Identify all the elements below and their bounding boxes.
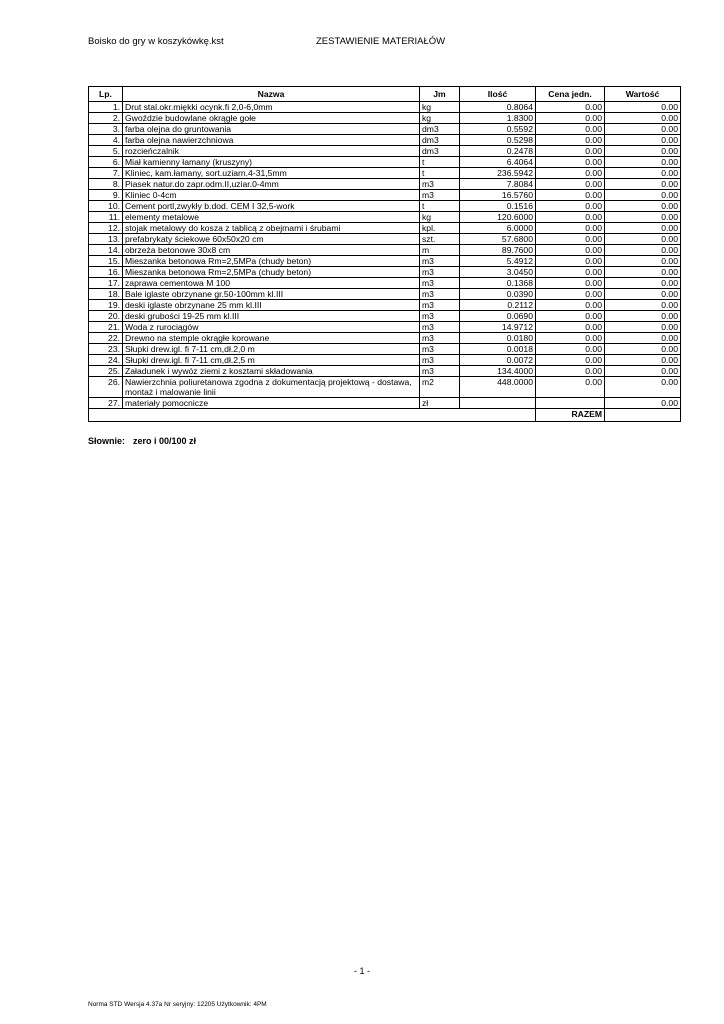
cell-ilosc: 16.5760 bbox=[460, 190, 536, 201]
cell-cena: 0.00 bbox=[536, 333, 605, 344]
cell-lp: 7. bbox=[89, 168, 123, 179]
cell-wartosc: 0.00 bbox=[605, 245, 681, 256]
cell-jm: m3 bbox=[420, 322, 460, 333]
cell-wartosc: 0.00 bbox=[605, 355, 681, 366]
cell-nazwa: Mieszanka betonowa Rm=2,5MPa (chudy beton) bbox=[123, 267, 420, 278]
cell-lp: 22. bbox=[89, 333, 123, 344]
cell-jm: m bbox=[420, 245, 460, 256]
cell-cena: 0.00 bbox=[536, 179, 605, 190]
table-row bbox=[89, 377, 681, 398]
table-row bbox=[89, 135, 681, 146]
cell-wartosc: 0.00 bbox=[605, 256, 681, 267]
column-header-lp: Lp. bbox=[89, 87, 123, 102]
cell-lp: 2. bbox=[89, 113, 123, 124]
cell-lp: 5. bbox=[89, 146, 123, 157]
materials-table bbox=[88, 86, 681, 422]
table-row bbox=[89, 157, 681, 168]
cell-jm: m3 bbox=[420, 278, 460, 289]
cell-cena: 0.00 bbox=[536, 102, 605, 113]
cell-jm: dm3 bbox=[420, 146, 460, 157]
cell-cena: 0.00 bbox=[536, 344, 605, 355]
cell-nazwa: rozcieńczalnik bbox=[123, 146, 420, 157]
cell-lp: 3. bbox=[89, 124, 123, 135]
cell-wartosc: 0.00 bbox=[605, 113, 681, 124]
cell-jm: m2 bbox=[420, 377, 460, 398]
cell-lp: 14. bbox=[89, 245, 123, 256]
cell-ilosc: 6.4064 bbox=[460, 157, 536, 168]
table-row bbox=[89, 256, 681, 267]
cell-lp: 11. bbox=[89, 212, 123, 223]
table-row bbox=[89, 113, 681, 124]
cell-ilosc: 3.0450 bbox=[460, 267, 536, 278]
cell-cena: 0.00 bbox=[536, 311, 605, 322]
cell-ilosc: 0.5592 bbox=[460, 124, 536, 135]
cell-cena: 0.00 bbox=[536, 168, 605, 179]
cell-lp: 1. bbox=[89, 102, 123, 113]
cell-nazwa: deski grubości 19-25 mm kl.III bbox=[123, 311, 420, 322]
table-row bbox=[89, 333, 681, 344]
cell-wartosc: 0.00 bbox=[605, 333, 681, 344]
cell-jm: dm3 bbox=[420, 124, 460, 135]
cell-nazwa: Drewno na stemple okrągłe korowane bbox=[123, 333, 420, 344]
cell-wartosc: 0.00 bbox=[605, 168, 681, 179]
cell-lp: 12. bbox=[89, 223, 123, 234]
cell-nazwa: Cement portl,zwykły b.dod. CEM I 32,5-work bbox=[123, 201, 420, 212]
cell-jm: m3 bbox=[420, 267, 460, 278]
cell-cena: 0.00 bbox=[536, 300, 605, 311]
cell-nazwa: obrzeża betonowe 30x8 cm bbox=[123, 245, 420, 256]
cell-lp: 16. bbox=[89, 267, 123, 278]
cell-nazwa: Nawierzchnia poliuretanowa zgodna z dokumentacją projektową - dostawa, montaż i malowanie linii bbox=[123, 377, 420, 398]
cell-nazwa: Bale iglaste obrzynane gr.50-100mm kl.III bbox=[123, 289, 420, 300]
cell-lp: 23. bbox=[89, 344, 123, 355]
cell-ilosc: 57.6800 bbox=[460, 234, 536, 245]
cell-cena bbox=[536, 398, 605, 409]
cell-wartosc: 0.00 bbox=[605, 377, 681, 398]
column-header-nazwa: Nazwa bbox=[123, 87, 420, 102]
cell-jm: kg bbox=[420, 212, 460, 223]
cell-nazwa: stojak metalowy do kosza z tablicą z obejmami i śrubami bbox=[123, 223, 420, 234]
cell-ilosc: 0.0390 bbox=[460, 289, 536, 300]
cell-cena: 0.00 bbox=[536, 289, 605, 300]
cell-nazwa: deski iglaste obrzynane 25 mm kl.III bbox=[123, 300, 420, 311]
cell-cena: 0.00 bbox=[536, 135, 605, 146]
cell-jm: m3 bbox=[420, 366, 460, 377]
cell-lp: 26. bbox=[89, 377, 123, 398]
cell-ilosc: 6.0000 bbox=[460, 223, 536, 234]
table-row bbox=[89, 322, 681, 333]
cell-jm: m3 bbox=[420, 256, 460, 267]
cell-wartosc: 0.00 bbox=[605, 344, 681, 355]
cell-wartosc: 0.00 bbox=[605, 300, 681, 311]
cell-nazwa: prefabrykaty ściekowe 60x50x20 cm bbox=[123, 234, 420, 245]
table-row bbox=[89, 355, 681, 366]
cell-lp: 18. bbox=[89, 289, 123, 300]
table-row bbox=[89, 146, 681, 157]
cell-wartosc: 0.00 bbox=[605, 157, 681, 168]
cell-ilosc bbox=[460, 398, 536, 409]
cell-cena: 0.00 bbox=[536, 113, 605, 124]
amount-in-words bbox=[88, 436, 196, 446]
total-value bbox=[605, 409, 681, 422]
cell-wartosc: 0.00 bbox=[605, 102, 681, 113]
table-row bbox=[89, 179, 681, 190]
cell-wartosc: 0.00 bbox=[605, 124, 681, 135]
cell-ilosc: 0.1516 bbox=[460, 201, 536, 212]
cell-lp: 27. bbox=[89, 398, 123, 409]
cell-nazwa: Miał kamienny łamany (kruszyny) bbox=[123, 157, 420, 168]
table-row bbox=[89, 398, 681, 409]
cell-lp: 4. bbox=[89, 135, 123, 146]
cell-lp: 17. bbox=[89, 278, 123, 289]
cell-wartosc: 0.00 bbox=[605, 289, 681, 300]
cell-ilosc: 0.0180 bbox=[460, 333, 536, 344]
cell-wartosc: 0.00 bbox=[605, 212, 681, 223]
cell-cena: 0.00 bbox=[536, 124, 605, 135]
cell-ilosc: 0.0072 bbox=[460, 355, 536, 366]
table-row bbox=[89, 267, 681, 278]
cell-lp: 13. bbox=[89, 234, 123, 245]
cell-ilosc: 0.5298 bbox=[460, 135, 536, 146]
cell-ilosc: 0.1368 bbox=[460, 278, 536, 289]
cell-lp: 19. bbox=[89, 300, 123, 311]
cell-jm: t bbox=[420, 201, 460, 212]
cell-wartosc: 0.00 bbox=[605, 179, 681, 190]
cell-cena: 0.00 bbox=[536, 366, 605, 377]
cell-ilosc: 0.2478 bbox=[460, 146, 536, 157]
column-header-cena: Cena jedn. bbox=[536, 87, 605, 102]
cell-lp: 9. bbox=[89, 190, 123, 201]
cell-wartosc: 0.00 bbox=[605, 398, 681, 409]
table-row bbox=[89, 102, 681, 113]
cell-jm: m3 bbox=[420, 333, 460, 344]
cell-ilosc: 0.0018 bbox=[460, 344, 536, 355]
cell-jm: kg bbox=[420, 102, 460, 113]
cell-wartosc: 0.00 bbox=[605, 322, 681, 333]
cell-nazwa: Mieszanka betonowa Rm=2,5MPa (chudy beton) bbox=[123, 256, 420, 267]
cell-cena: 0.00 bbox=[536, 223, 605, 234]
column-header-jm: Jm bbox=[420, 87, 460, 102]
cell-jm: m3 bbox=[420, 344, 460, 355]
cell-nazwa: Kliniec, kam.łamany, sort.uziarn.4-31,5mm bbox=[123, 168, 420, 179]
cell-ilosc: 0.0690 bbox=[460, 311, 536, 322]
cell-ilosc: 5.4912 bbox=[460, 256, 536, 267]
cell-jm: kpl. bbox=[420, 223, 460, 234]
cell-jm: m3 bbox=[420, 355, 460, 366]
document-file-name: Boisko do gry w koszykówkę.kst bbox=[88, 36, 224, 47]
cell-cena: 0.00 bbox=[536, 377, 605, 398]
cell-jm: szt. bbox=[420, 234, 460, 245]
cell-lp: 10. bbox=[89, 201, 123, 212]
cell-ilosc: 236.5942 bbox=[460, 168, 536, 179]
cell-jm: m3 bbox=[420, 300, 460, 311]
cell-nazwa: Piasek natur.do zapr.odm.II,uziar.0-4mm bbox=[123, 179, 420, 190]
document-title: ZESTAWIENIE MATERIAŁÓW bbox=[316, 36, 446, 47]
cell-wartosc: 0.00 bbox=[605, 311, 681, 322]
cell-wartosc: 0.00 bbox=[605, 201, 681, 212]
cell-jm: t bbox=[420, 168, 460, 179]
table-row bbox=[89, 344, 681, 355]
column-header-wartosc: Wartość bbox=[605, 87, 681, 102]
cell-lp: 25. bbox=[89, 366, 123, 377]
cell-wartosc: 0.00 bbox=[605, 278, 681, 289]
table-row bbox=[89, 311, 681, 322]
cell-jm: m3 bbox=[420, 179, 460, 190]
table-row bbox=[89, 289, 681, 300]
cell-nazwa: Słupki drew.igl. fi 7-11 cm,dł.2,5 m bbox=[123, 355, 420, 366]
cell-lp: 15. bbox=[89, 256, 123, 267]
table-row bbox=[89, 300, 681, 311]
cell-ilosc: 89.7600 bbox=[460, 245, 536, 256]
cell-nazwa: Słupki drew.igl. fi 7-11 cm,dł.2,0 m bbox=[123, 344, 420, 355]
amount-in-words-value: zero i 00/100 zł bbox=[133, 436, 197, 446]
table-header-row bbox=[89, 87, 681, 102]
table-row bbox=[89, 190, 681, 201]
cell-jm: kg bbox=[420, 113, 460, 124]
cell-cena: 0.00 bbox=[536, 190, 605, 201]
total-row bbox=[89, 409, 681, 422]
cell-cena: 0.00 bbox=[536, 267, 605, 278]
cell-ilosc: 0.2112 bbox=[460, 300, 536, 311]
cell-cena: 0.00 bbox=[536, 278, 605, 289]
column-header-ilosc: Ilość bbox=[460, 87, 536, 102]
cell-wartosc: 0.00 bbox=[605, 234, 681, 245]
cell-nazwa: zaprawa cementowa M 100 bbox=[123, 278, 420, 289]
cell-nazwa: farba olejna do gruntowania bbox=[123, 124, 420, 135]
cell-jm: m3 bbox=[420, 311, 460, 322]
cell-jm: m3 bbox=[420, 190, 460, 201]
cell-cena: 0.00 bbox=[536, 146, 605, 157]
cell-wartosc: 0.00 bbox=[605, 223, 681, 234]
cell-lp: 8. bbox=[89, 179, 123, 190]
cell-lp: 20. bbox=[89, 311, 123, 322]
table-row bbox=[89, 278, 681, 289]
cell-jm: m3 bbox=[420, 289, 460, 300]
page-number: - 1 - bbox=[353, 966, 370, 976]
table-row bbox=[89, 201, 681, 212]
amount-in-words-label: Słownie: bbox=[88, 436, 126, 446]
cell-cena: 0.00 bbox=[536, 256, 605, 267]
cell-cena: 0.00 bbox=[536, 212, 605, 223]
cell-lp: 24. bbox=[89, 355, 123, 366]
cell-jm: t bbox=[420, 157, 460, 168]
cell-ilosc: 14.9712 bbox=[460, 322, 536, 333]
table-row bbox=[89, 366, 681, 377]
cell-cena: 0.00 bbox=[536, 355, 605, 366]
cell-nazwa: Drut stal.okr.miękki ocynk.fi 2,0-6,0mm bbox=[123, 102, 420, 113]
cell-jm: dm3 bbox=[420, 135, 460, 146]
cell-ilosc: 0.8064 bbox=[460, 102, 536, 113]
cell-cena: 0.00 bbox=[536, 157, 605, 168]
cell-nazwa: farba olejna nawierzchniowa bbox=[123, 135, 420, 146]
cell-ilosc: 1.8300 bbox=[460, 113, 536, 124]
table-row bbox=[89, 212, 681, 223]
cell-nazwa: Woda z rurociągów bbox=[123, 322, 420, 333]
cell-ilosc: 448.0000 bbox=[460, 377, 536, 398]
cell-cena: 0.00 bbox=[536, 322, 605, 333]
cell-wartosc: 0.00 bbox=[605, 190, 681, 201]
cell-wartosc: 0.00 bbox=[605, 366, 681, 377]
table-row bbox=[89, 245, 681, 256]
cell-nazwa: Gwoździe budowlane okrągłe gołe bbox=[123, 113, 420, 124]
table-row bbox=[89, 168, 681, 179]
cell-cena: 0.00 bbox=[536, 201, 605, 212]
total-row-spacer bbox=[89, 409, 536, 422]
table-row bbox=[89, 124, 681, 135]
table-row bbox=[89, 234, 681, 245]
cell-wartosc: 0.00 bbox=[605, 146, 681, 157]
cell-ilosc: 120.6000 bbox=[460, 212, 536, 223]
cell-nazwa: Kliniec 0-4cm bbox=[123, 190, 420, 201]
table-row bbox=[89, 223, 681, 234]
cell-cena: 0.00 bbox=[536, 245, 605, 256]
cell-wartosc: 0.00 bbox=[605, 135, 681, 146]
cell-jm: zł bbox=[420, 398, 460, 409]
cell-cena: 0.00 bbox=[536, 234, 605, 245]
cell-nazwa: elementy metalowe bbox=[123, 212, 420, 223]
total-label: RAZEM bbox=[536, 409, 605, 422]
cell-lp: 6. bbox=[89, 157, 123, 168]
cell-ilosc: 134.4000 bbox=[460, 366, 536, 377]
cell-lp: 21. bbox=[89, 322, 123, 333]
footer-software-info: Norma STD Wersja 4.37a Nr seryjny: 12205 Użytkownik: 4PM bbox=[88, 1001, 267, 1008]
cell-nazwa: materiały pomocnicze bbox=[123, 398, 420, 409]
cell-ilosc: 7.8084 bbox=[460, 179, 536, 190]
cell-nazwa: Załadunek i wywóz ziemi z kosztami składowania bbox=[123, 366, 420, 377]
cell-wartosc: 0.00 bbox=[605, 267, 681, 278]
